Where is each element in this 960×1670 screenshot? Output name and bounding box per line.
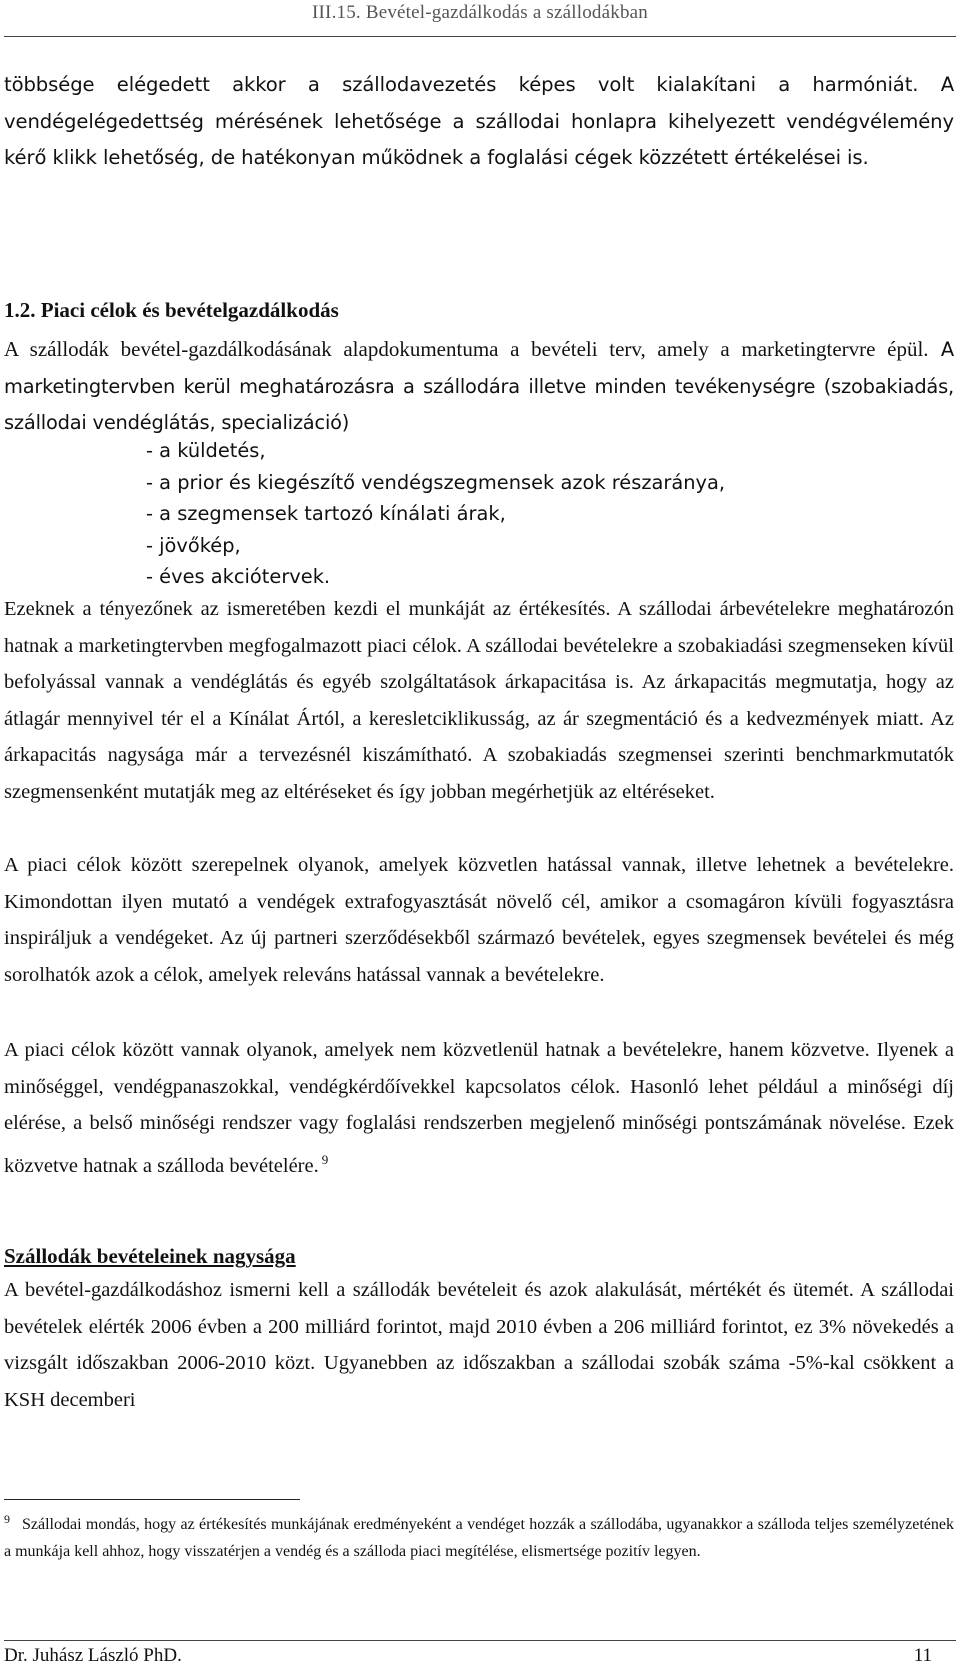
header-divider	[4, 36, 956, 37]
paragraph-revenue-plan-serif: A szállodák bevétel-gazdálkodásának alapdokumentuma a bevételi terv, amely a marketingtervre épül.	[4, 337, 929, 361]
list-item: - a küldetés,	[146, 439, 266, 462]
footer-author: Dr. Juhász László PhD.	[4, 1645, 182, 1666]
paragraph-direct-goals: A piaci célok között szerepelnek olyanok, amelyek közvetlen hatással vannak, illetve lehetnek a bevételekre. Kimondottan ilyen mutató a vendégek extrafogyasztását növelő cél, amikor a csomagáron kívüli fogyasztásra inspiráljuk a vendégeket. Az új partneri szerződésekből származó bevételek, egyes szegmensek bevételei és még sorolhatók azok a célok, amelyek releváns hatással vannak a bevételekre.	[4, 854, 954, 986]
marketing-plan-list	[146, 435, 725, 593]
paragraph-revenue-plan	[4, 331, 954, 442]
footer-divider	[4, 1640, 956, 1641]
page-number: 11	[913, 1645, 932, 1666]
paragraph-indirect-goals-text: A piaci célok között vannak olyanok, amelyek nem közvetlenül hatnak a bevételekre, hanem közvetve. Ilyenek a minőséggel, vendégpanaszokkal, vendégkérdőívekkel kapcsolatos célok. Hasonló lehet például a minőségi díj elérése, a belső minőségi rendszer vagy foglalási rendszerben megjelenő minőségi pontszámának növelése. Ezek közvetve hatnak a szálloda bevételére.	[4, 1039, 954, 1177]
footnote-mark: 9	[4, 1512, 10, 1526]
list-item: - jövőkép,	[146, 533, 241, 557]
paragraph-hotel-revenue: A bevétel-gazdálkodáshoz ismerni kell a szállodák bevételeit és azok alakulását, mértékét és ütemét. A szállodai bevételek elérték 2006 évben a 200 milliárd forintot, majd 2010 évben a 206 milliárd forintot, ez 3% növekedés a vizsgált időszakban 2006-2010 közt. Ugyanebben az időszakban a szállodai szobák száma -5%-kal csökkent a KSH decemberi	[4, 1279, 954, 1411]
paragraph-price-capacity: Ezeknek a tényezőnek az ismeretében kezdi el munkáját az értékesítés. A szállodai árbevételekre meghatározón hatnak a marketingtervben megfogalmazott piaci célok. A szállodai bevételekre a szobakiadási szegmenseken kívül befolyással vannak a vendéglátás és egyéb szolgáltatások árkapacitása is. Az árkapacitás megmutatja, hogy az átlagár mennyivel tér el a Kínálat Ártól, a keresletciklikusság, az ár szegmentáció és a kedvezmények miatt. Az árkapacitás nagysága már a tervezésnél kiszámítható. A szobakiadás szegmensei szerinti benchmarkmutatók szegmensenként mutatják meg az eltéréseket és így jobban megérhetjük az eltéréseket.	[4, 598, 954, 803]
subsection-heading: Szállodák bevételeinek nagysága	[4, 1244, 296, 1268]
paragraph-satisfaction: többsége elégedett akkor a szállodavezetés képes volt kialakítani a harmóniát. A vendégelégedettség mérésének lehetősége a szállodai honlapra kihelyezett vendégvélemény kérő klikk lehetőség, de hatékonyan működnek a foglalási cégek közzétett értékelései is.	[4, 73, 954, 169]
section-heading: 1.2. Piaci célok és bevételgazdálkodás	[4, 298, 339, 322]
paragraph-revenue-plan-sans: A marketingtervben kerül meghatározásra a szállodára illetve minden tevékenységre (szobakiadás, szállodai vendéglátás, specializáció)	[4, 338, 955, 434]
list-item: - a szegmensek tartozó kínálati árak,	[146, 502, 506, 525]
list-item: - éves akciótervek.	[146, 565, 331, 588]
list-item: - a prior és kiegészítő vendégszegmensek azok részaránya,	[146, 470, 726, 494]
footnote	[4, 1512, 954, 1565]
running-header: III.15. Bevétel-gazdálkodás a szállodákban	[311, 2, 648, 23]
footnote-divider	[4, 1499, 300, 1500]
footnote-text: Szállodai mondás, hogy az értékesítés munkájának eredményeként a vendéget hozzák a szállodába, ugyanakkor a szálloda teljes személyzetének a munkája kell ahhoz, hogy visszatérjen a vendég és a szálloda piaci megítélése, elismertsége pozitív legyen.	[4, 1516, 954, 1560]
paragraph-indirect-goals	[4, 1032, 954, 1184]
footnote-reference: 9	[321, 1151, 329, 1167]
